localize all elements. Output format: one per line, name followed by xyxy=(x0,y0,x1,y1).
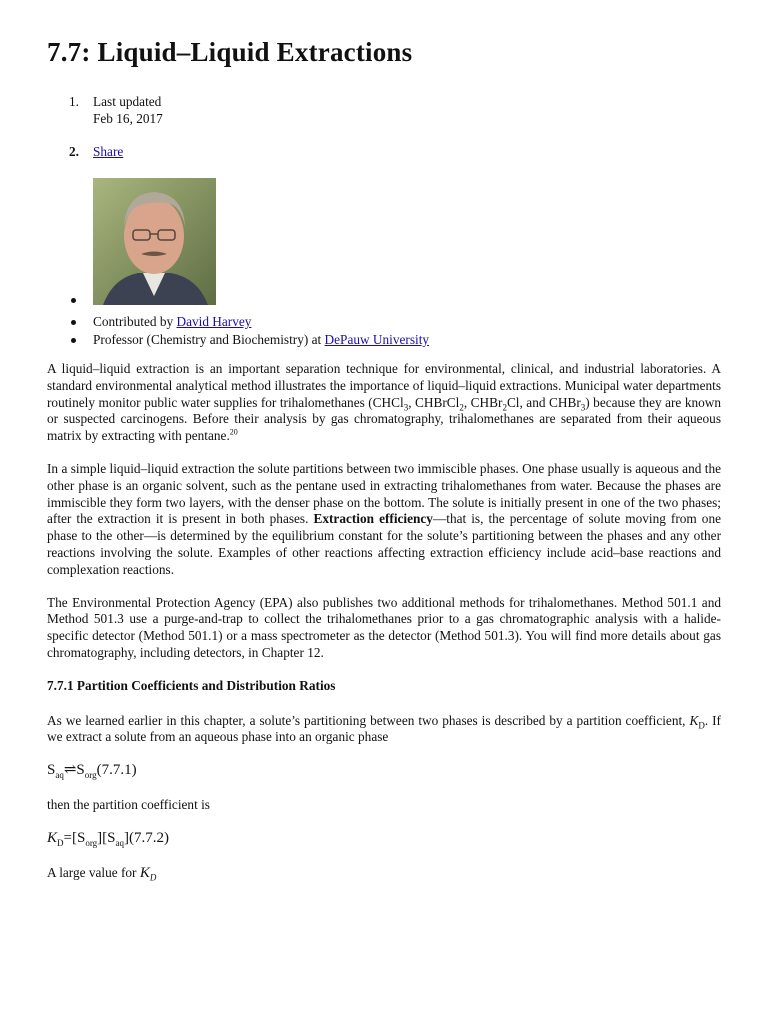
last-updated-label: Last updated xyxy=(93,94,162,109)
university-link[interactable]: DePauw University xyxy=(324,332,430,347)
contributed-label: Contributed by xyxy=(93,314,177,329)
last-updated-item xyxy=(47,94,447,128)
paragraph-partition: As we learned earlier in this chapter, a solute’s partitioning between two phases is described by a partition coefficient, $K_D$. If we extract a solute from an aqueous phase into an organic phase xyxy=(47,712,721,745)
equation-7-7-2: $K_D=[S_{org}][S_{aq}](7.7.2)$ xyxy=(47,829,169,848)
author-link[interactable]: David Harvey xyxy=(176,314,252,329)
author-photo xyxy=(93,178,216,305)
list-item xyxy=(47,292,647,310)
equation-number: (7.7.2) xyxy=(129,829,169,846)
list-number: 2. xyxy=(69,143,79,159)
affiliation-label: Professor (Chemistry and Biochemistry) at xyxy=(93,332,325,347)
author-info-list xyxy=(47,292,647,350)
equation-number: (7.7.1) xyxy=(96,762,137,779)
share-item xyxy=(47,144,447,161)
page-meta-list xyxy=(47,94,447,160)
paragraph-large-value: A large value for $K_D$ xyxy=(47,864,157,883)
contributed-by-item xyxy=(47,314,647,332)
term-extraction-efficiency: Extraction efficiency xyxy=(313,511,433,527)
paragraph-intro: A liquid–liquid extraction is an important separation technique for environmental, clinical, and industrial laboratories. A standard environmental analytical method illustrates the importance of liquid–liquid extractions. Municipal water departments routinely monitor public water supplies for trihalomethanes (CHCl$_3$, CHBrCl$_2$, CHBr$_2$Cl, and CHBr$_3$) because they are known or suspected carcinogens. Before their analysis by gas chromatography, trihalomethanes are separated from their aqueous matrix by extracting with pentane.$^{20}$ xyxy=(47,361,722,444)
footnote-ref[interactable]: 20 xyxy=(229,427,238,437)
equation-7-7-1: $S_{aq}\rightleftharpoons S_{org}(7.7.1)$ xyxy=(47,762,137,781)
paragraph-simple-extraction: In a simple liquid–liquid extraction the solute partitions between two immiscible phases. One phase usually is aqueous and the other phase is an organic solvent, such as the pentane used in extracting trihalomethanes from water. Because the phases are immiscible they form two layers, with the denser phase on the bottom. The solute is initially present in one of the two phases; after the extraction it is present in both phases. Extraction efficiency—that is, the percentage of solute moving from one phase to the other—is determined by the equilibrium constant for the solute’s partitioning between the phases and any other reactions involving the solute. Examples of other reactions affecting extraction efficiency include acid–base reactions and complexation reactions. xyxy=(47,460,721,577)
affiliation-item xyxy=(47,332,647,350)
list-number: 1. xyxy=(69,94,79,109)
paragraph-then: then the partition coefficient is xyxy=(47,796,210,812)
share-link[interactable]: Share xyxy=(93,143,124,159)
last-updated-date: Feb 16, 2017 xyxy=(93,110,163,126)
section-heading: 7.7.1 Partition Coefficients and Distribution Ratios xyxy=(47,677,336,693)
article-body xyxy=(47,361,721,897)
page-title: 7.7: Liquid–Liquid Extractions xyxy=(47,37,413,67)
paragraph-epa-methods: The Environmental Protection Agency (EPA) also publishes two additional methods for trihalomethanes. Method 501.1 and Method 501.3 use a purge-and-trap to collect the trihalomethanes prior to a gas chromatographic analysis with a halide-specific detector (Method 501.1) or a mass spectrometer as the detector (Method 501.3). You will find more details about gas chromatography, including detectors, in Chapter 12. xyxy=(47,594,721,660)
